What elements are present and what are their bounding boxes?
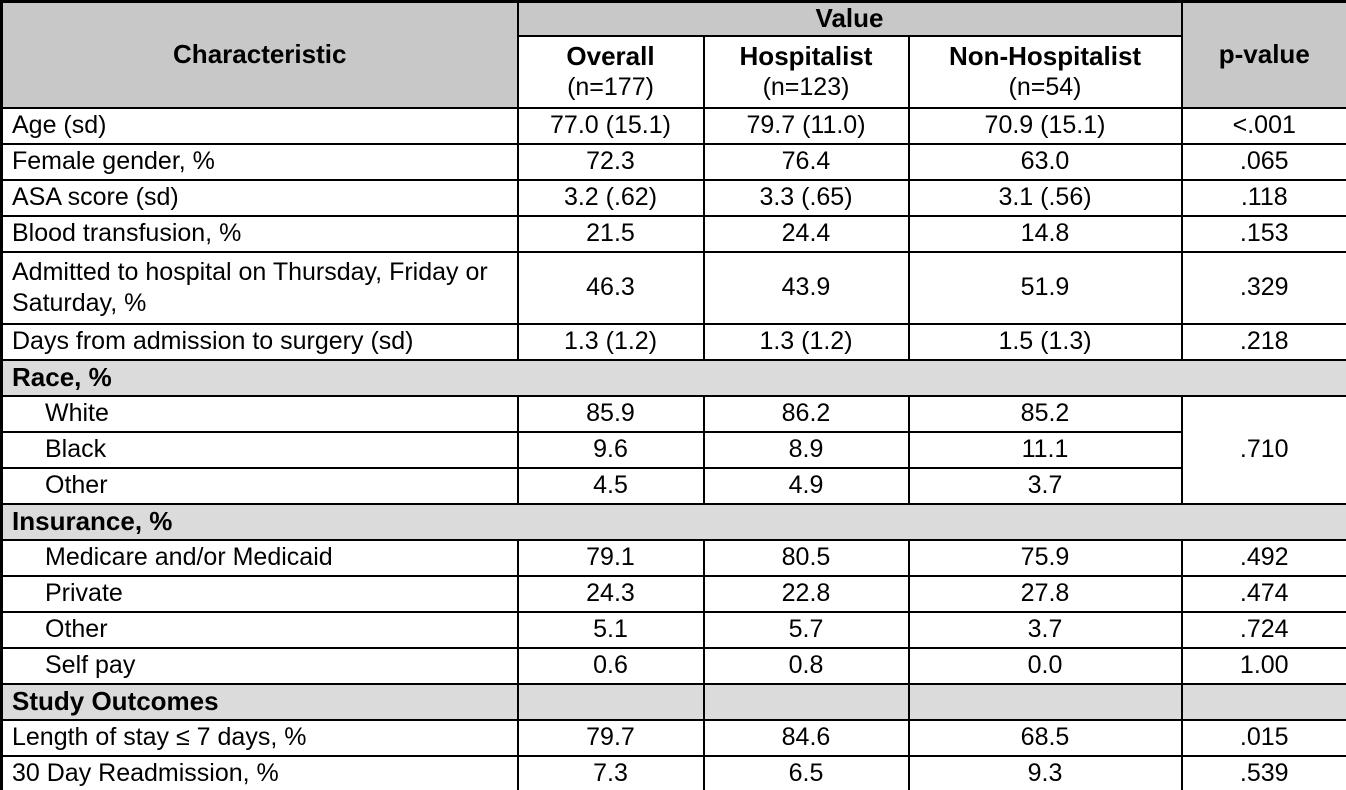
value-hospitalist: 80.5 — [704, 540, 909, 576]
table-row-asa-score — [2, 180, 1346, 216]
value-hospitalist: 4.9 — [704, 468, 909, 504]
value-non-hospitalist: 51.9 — [909, 252, 1182, 324]
table-row-insurance-other — [2, 612, 1346, 648]
value-non-hospitalist: 14.8 — [909, 216, 1182, 252]
row-label: Days from admission to surgery (sd) — [2, 324, 518, 360]
value-hospitalist: 1.3 (1.2) — [704, 324, 909, 360]
empty-cell — [1182, 684, 1346, 720]
p-value-cell: .118 — [1182, 180, 1346, 216]
value-non-hospitalist: 11.1 — [909, 432, 1182, 468]
row-label: Female gender, % — [2, 144, 518, 180]
p-value-cell: .329 — [1182, 252, 1346, 324]
value-group-header: Value — [518, 2, 1182, 36]
value-overall: 21.5 — [518, 216, 704, 252]
table-row-insurance-private — [2, 576, 1346, 612]
value-overall: 85.9 — [518, 396, 704, 432]
value-non-hospitalist: 70.9 (15.1) — [909, 108, 1182, 144]
table-row-insurance-self-pay — [2, 648, 1346, 684]
value-non-hospitalist: 63.0 — [909, 144, 1182, 180]
row-label: Blood transfusion, % — [2, 216, 518, 252]
column-n-count: (n=123) — [762, 73, 850, 102]
table-row-length-of-stay — [2, 720, 1346, 756]
value-non-hospitalist: 85.2 — [909, 396, 1182, 432]
row-label: Other — [2, 468, 518, 504]
p-value-cell: .065 — [1182, 144, 1346, 180]
table-row-blood-transfusion — [2, 216, 1346, 252]
row-label: Other — [2, 612, 518, 648]
column-n-count: (n=177) — [567, 73, 654, 102]
value-overall: 7.3 — [518, 756, 704, 790]
value-hospitalist: 79.7 (11.0) — [704, 108, 909, 144]
p-value-cell: .724 — [1182, 612, 1346, 648]
p-value-header: p-value — [1182, 2, 1346, 108]
p-value-cell: .539 — [1182, 756, 1346, 790]
value-hospitalist: 86.2 — [704, 396, 909, 432]
row-label: Private — [2, 576, 518, 612]
section-label: Study Outcomes — [2, 684, 518, 720]
value-hospitalist: 76.4 — [704, 144, 909, 180]
value-non-hospitalist: 9.3 — [909, 756, 1182, 790]
column-header-overall — [518, 36, 704, 108]
p-value-cell: .218 — [1182, 324, 1346, 360]
column-header-hospitalist — [704, 36, 909, 108]
value-hospitalist: 84.6 — [704, 720, 909, 756]
empty-cell — [518, 684, 704, 720]
value-non-hospitalist: 3.7 — [909, 468, 1182, 504]
value-overall: 79.7 — [518, 720, 704, 756]
value-hospitalist: 5.7 — [704, 612, 909, 648]
value-overall: 1.3 (1.2) — [518, 324, 704, 360]
p-value-cell: .015 — [1182, 720, 1346, 756]
value-overall: 0.6 — [518, 648, 704, 684]
row-label: Medicare and/or Medicaid — [2, 540, 518, 576]
value-non-hospitalist: 3.7 — [909, 612, 1182, 648]
table-row-race-other — [2, 468, 1346, 504]
p-value-cell: 1.00 — [1182, 648, 1346, 684]
section-row-race — [2, 360, 1346, 396]
section-label: Insurance, % — [2, 504, 1346, 540]
column-label: Overall — [566, 40, 655, 71]
value-hospitalist: 8.9 — [704, 432, 909, 468]
row-label: Length of stay ≤ 7 days, % — [2, 720, 518, 756]
column-n-count: (n=54) — [1008, 73, 1082, 102]
value-hospitalist: 3.3 (.65) — [704, 180, 909, 216]
value-overall: 72.3 — [518, 144, 704, 180]
p-value-cell: .474 — [1182, 576, 1346, 612]
value-overall: 24.3 — [518, 576, 704, 612]
section-row-study-outcomes — [2, 684, 1346, 720]
value-non-hospitalist: 0.0 — [909, 648, 1182, 684]
table-row-admitted-thu-fri-sat — [2, 252, 1346, 324]
p-value-cell: .153 — [1182, 216, 1346, 252]
value-non-hospitalist: 3.1 (.56) — [909, 180, 1182, 216]
column-label: Non-Hospitalist — [948, 40, 1142, 71]
table-row-days-admission-to-surgery — [2, 324, 1346, 360]
table-row-female-gender — [2, 144, 1346, 180]
value-hospitalist: 43.9 — [704, 252, 909, 324]
header-row-groups — [2, 2, 1346, 36]
value-overall: 9.6 — [518, 432, 704, 468]
row-label: Black — [2, 432, 518, 468]
row-label: Age (sd) — [2, 108, 518, 144]
p-value-cell-race: .710 — [1182, 396, 1346, 504]
table-row-race-black — [2, 432, 1346, 468]
value-hospitalist: 6.5 — [704, 756, 909, 790]
value-hospitalist: 0.8 — [704, 648, 909, 684]
value-overall: 5.1 — [518, 612, 704, 648]
empty-cell — [909, 684, 1182, 720]
table-row-race-white — [2, 396, 1346, 432]
table-row-30-day-readmission — [2, 756, 1346, 790]
column-label: Hospitalist — [739, 40, 873, 71]
p-value-cell: <.001 — [1182, 108, 1346, 144]
table-row-insurance-medicare-medicaid — [2, 540, 1346, 576]
value-overall: 77.0 (15.1) — [518, 108, 704, 144]
p-value-cell: .492 — [1182, 540, 1346, 576]
value-non-hospitalist: 75.9 — [909, 540, 1182, 576]
characteristic-header: Characteristic — [2, 2, 518, 108]
value-non-hospitalist: 68.5 — [909, 720, 1182, 756]
column-header-non-hospitalist — [909, 36, 1182, 108]
row-label: White — [2, 396, 518, 432]
value-non-hospitalist: 1.5 (1.3) — [909, 324, 1182, 360]
value-overall: 46.3 — [518, 252, 704, 324]
table-body — [2, 108, 1346, 790]
row-label: ASA score (sd) — [2, 180, 518, 216]
value-overall: 4.5 — [518, 468, 704, 504]
empty-cell — [704, 684, 909, 720]
value-hospitalist: 22.8 — [704, 576, 909, 612]
section-row-insurance — [2, 504, 1346, 540]
table-header — [2, 2, 1346, 108]
table-row-age — [2, 108, 1346, 144]
value-overall: 79.1 — [518, 540, 704, 576]
row-label: Self pay — [2, 648, 518, 684]
value-non-hospitalist: 27.8 — [909, 576, 1182, 612]
section-label: Race, % — [2, 360, 1346, 396]
row-label: Admitted to hospital on Thursday, Friday or Saturday, % — [2, 252, 518, 324]
value-hospitalist: 24.4 — [704, 216, 909, 252]
value-overall: 3.2 (.62) — [518, 180, 704, 216]
row-label: 30 Day Readmission, % — [2, 756, 518, 790]
